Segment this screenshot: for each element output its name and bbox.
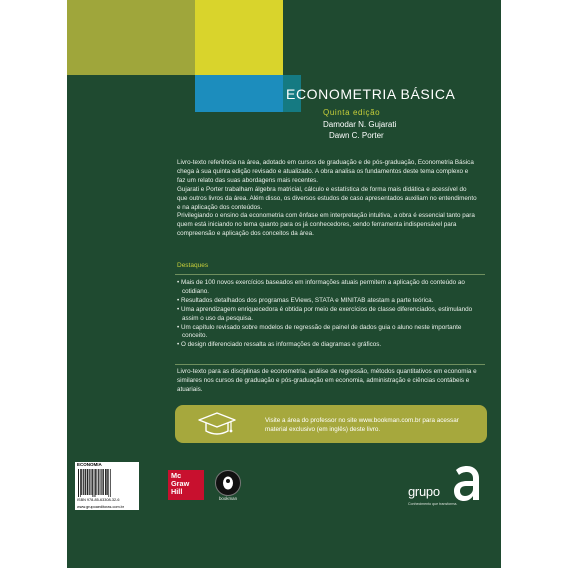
grupo-a-logo [408,462,482,508]
barcode-bar [95,469,96,497]
barcode [77,469,135,497]
banner-text [265,417,480,434]
barcode-bar [80,469,81,497]
author-name: Damodar N. Gujarati [323,120,397,129]
barcode-bar [90,469,91,495]
banner-text-start: Visite a área do professor no site [265,417,359,424]
list-item: • Mais de 100 novos exercícios baseados em informações atuais permitem a aplicação do conteúdo ao cotidiano. [177,279,465,295]
list-item: • Um capítulo revisado sobre modelos de regressão de painel de dados guia o aluno neste importante conceito. [177,323,462,340]
mcgraw-hill-logo [168,470,204,500]
banner-text-end: para acessar material exclusivo (em inglês) deste livro. [265,417,459,433]
author-name: Dawn C. Porter [329,131,384,140]
mcgraw-logo-text: Graw [171,479,190,488]
list-item: • Resultados detalhados dos programas EViews, STATA e MINITAB atestam a parte teórica. [177,296,434,304]
color-block-olive [67,0,195,75]
barcode-bar [103,469,104,495]
bookman-website-link[interactable]: www.bookman.com.br [358,417,421,424]
barcode-bar [105,469,106,495]
barcode-bar [99,469,100,495]
mcgraw-logo-text: Hill [171,487,183,496]
bookman-logo-text: bookman [218,496,238,501]
grupo-tagline: Conhecimento que transforma. [408,502,458,506]
subject-label: ECONOMIA [77,462,102,467]
barcode-bar [98,469,99,495]
barcode-bar [106,469,107,495]
bookman-logo [215,470,241,496]
divider [175,274,485,275]
isbn-number: ISBN 978-85-63308-32-6 [77,498,120,502]
book-title: ECONOMETRIA BÁSICA [286,86,456,102]
barcode-bar [101,469,102,495]
barcode-bar [92,469,93,497]
barcode-bar [78,469,79,497]
barcode-bar [110,469,111,497]
barcode-bar [92,469,93,495]
professor-area-banner [175,405,487,443]
barcode-bar [84,469,85,495]
description-block [177,159,477,239]
graduation-cap-icon [197,411,237,437]
barcode-bar [108,469,109,497]
barcode-bar [87,469,88,495]
barcode-box [75,462,139,510]
barcode-bar [107,469,108,495]
description-paragraph: Privilegiando o ensino da econometria com ênfase em interpretação intuitiva, a obra é essencial tanto para quem está iniciando no tema quanto para os já conhecedores, sendo ferramenta indispensável para compreensão e aplicação dos conceitos da área. [177,212,475,238]
grupo-a-mark-icon [451,464,483,502]
divider [175,364,485,365]
list-item: • Uma aprendizagem enriquecedora é obtida por meio de exercícios de classe diferenciados, estimulando assim o uso da pesquisa. [177,305,473,322]
description-paragraph: Gujarati e Porter trabalham álgebra matricial, cálculo e estatística de forma mais didática e acessível do que outros livros da área. Além disso, os diversos estudos de caso apresentados auxiliam no entendimento e na aplicação dos conteúdos. [177,185,477,211]
color-block-blue [195,75,283,112]
publisher-website: www.grupoaeditoras.com.br [77,505,125,509]
barcode-bar [96,469,97,495]
description-paragraph: Livro-texto referência na área, adotado em cursos de graduação e de pós-graduação, Econometria Básica chega à sua quinta edição revisado e atualizado. A obra analisa os fundamentos deste tema complexo e faz um relato das suas abordagens mais recentes. [177,159,474,184]
highlights-heading: Destaques [177,262,209,269]
barcode-bar [86,469,87,495]
mcgraw-logo-text: Mc [171,471,182,480]
barcode-bar [81,469,82,495]
barcode-bar [83,469,84,495]
closing-paragraph: Livro-texto para as disciplinas de econometria, análise de regressão, métodos quantitativos em economia e similares nos cursos de graduação e pós-graduação em economia, administração e ciências contábeis e atuariais. [177,368,477,393]
barcode-bar [89,469,90,495]
list-item: • O design diferenciado ressalta as informações de diagramas e gráficos. [177,341,382,349]
highlights-list [177,279,477,350]
back-cover [67,0,501,568]
color-block-yellow [195,0,283,75]
grupo-logo-text: grupo [408,484,440,499]
book-edition: Quinta edição [323,108,381,117]
